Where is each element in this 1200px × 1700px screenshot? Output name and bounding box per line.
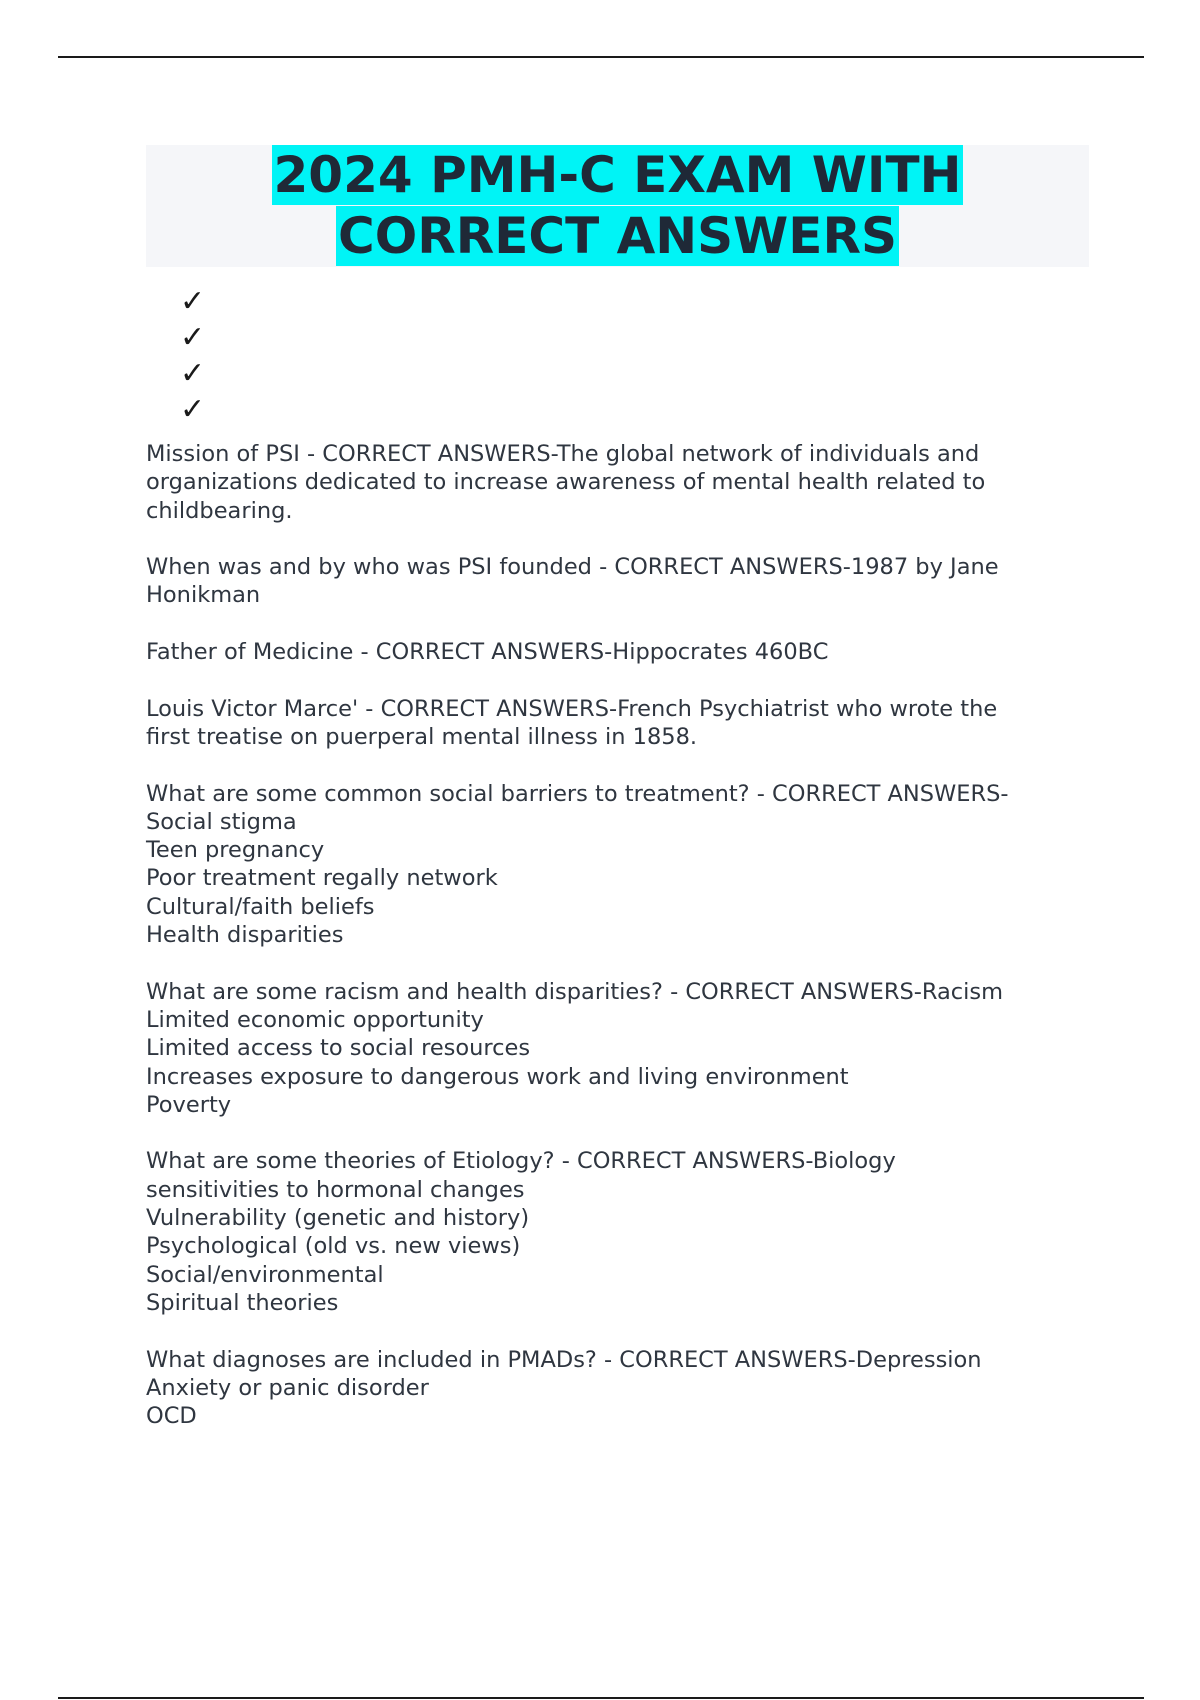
qa-entry — [146, 695, 1096, 752]
qa-answer-line: Increases exposure to dangerous work and living environment — [146, 1063, 849, 1090]
qa-question-line: What diagnoses are included in PMADs? - CORRECT ANSWERS-Depression — [146, 1346, 982, 1373]
checkmark-list — [180, 284, 205, 428]
checkmark-icon: ✓ — [180, 392, 206, 427]
qa-entry — [146, 440, 1096, 525]
qa-answer-line: Psychological (old vs. new views) — [146, 1233, 521, 1260]
qa-entry — [146, 638, 1096, 666]
qa-entry — [146, 780, 1096, 950]
qa-answer-line: Health disparities — [146, 922, 344, 949]
qa-question-line: Father of Medicine - CORRECT ANSWERS-Hippocrates 460BC — [146, 639, 829, 666]
qa-entry — [146, 1147, 1096, 1317]
qa-answer-line: childbearing. — [146, 497, 293, 524]
qa-answer-line: Teen pregnancy — [146, 837, 325, 864]
qa-answer-line: Cultural/faith beliefs — [146, 893, 375, 920]
qa-answer-line: Limited access to social resources — [146, 1035, 531, 1062]
qa-question-line: What are some racism and health disparities? - CORRECT ANSWERS-Racism — [146, 978, 1004, 1005]
qa-question-line: What are some common social barriers to treatment? - CORRECT ANSWERS- — [146, 780, 1009, 807]
qa-question-line: Mission of PSI - CORRECT ANSWERS-The global network of individuals and — [146, 441, 980, 467]
qa-entry — [146, 1346, 1096, 1431]
qa-answer-line: Social stigma — [146, 808, 297, 835]
qa-answer-line: Poor treatment regally network — [146, 865, 498, 892]
qa-answer-line: Vulnerability (genetic and history) — [146, 1205, 530, 1232]
qa-answer-line: Social/environmental — [146, 1261, 384, 1288]
qa-answer-line: organizations dedicated to increase awareness of mental health related to — [146, 469, 986, 496]
qa-question-line: Louis Victor Marce' - CORRECT ANSWERS-French Psychiatrist who wrote the — [146, 695, 998, 722]
qa-answer-line: Anxiety or panic disorder — [146, 1374, 429, 1401]
qa-entry — [146, 978, 1096, 1119]
question-answer-list — [146, 440, 1096, 1459]
top-rule — [58, 56, 1144, 58]
qa-answer-line: Honikman — [146, 582, 261, 609]
checkmark-icon: ✓ — [180, 284, 206, 319]
qa-answer-line: OCD — [146, 1403, 197, 1430]
checkmark-icon: ✓ — [180, 320, 206, 355]
qa-answer-line: Limited economic opportunity — [146, 1006, 484, 1033]
qa-entry — [146, 553, 1096, 610]
qa-question-line: What are some theories of Etiology? - CORRECT ANSWERS-Biology — [146, 1148, 896, 1175]
qa-question-line: When was and by who was PSI founded - CORRECT ANSWERS-1987 by Jane — [146, 554, 999, 581]
checkmark-icon: ✓ — [180, 356, 206, 391]
qa-answer-line: Poverty — [146, 1091, 232, 1118]
qa-answer-line: first treatise on puerperal mental illness in 1858. — [146, 723, 698, 750]
qa-answer-line: sensitivities to hormonal changes — [146, 1176, 525, 1203]
page-title-line-2: CORRECT ANSWERS — [338, 207, 897, 265]
bottom-rule — [58, 1697, 1144, 1699]
qa-answer-line: Spiritual theories — [146, 1289, 339, 1316]
title-block — [146, 145, 1089, 267]
page-title-line-1: 2024 PMH-C EXAM WITH — [273, 146, 962, 204]
